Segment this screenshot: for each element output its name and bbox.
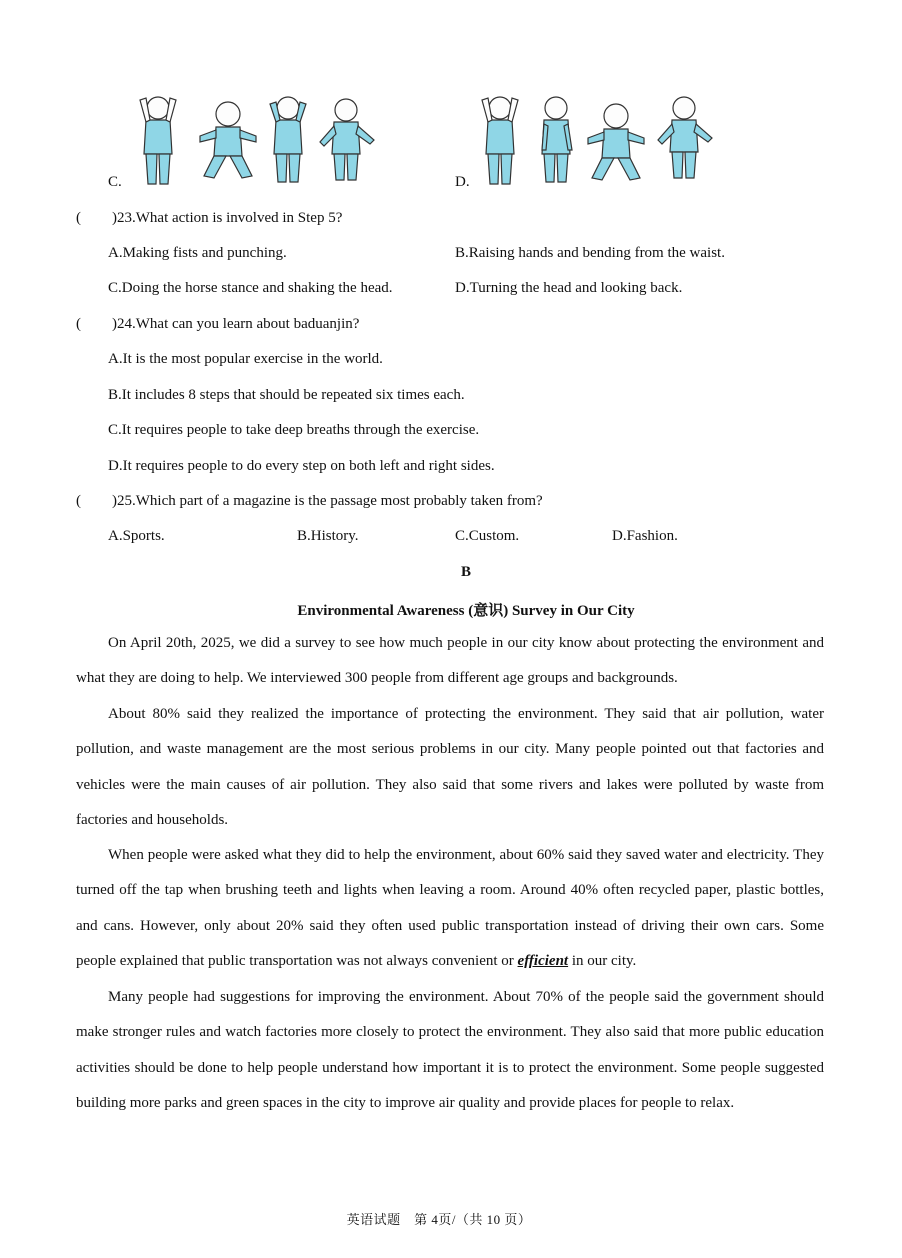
question-23: ( )23.What action is involved in Step 5? xyxy=(76,210,343,226)
figure-arms-raised xyxy=(482,97,518,184)
option-c: C.Custom. xyxy=(455,528,520,544)
option-a: A.Making fists and punching. xyxy=(108,245,287,261)
passage-title: Environmental Awareness (意识) Survey in Our City xyxy=(297,603,635,619)
question-text: 23.What action is involved in Step 5? xyxy=(117,210,343,226)
option-d: D.It requires people to do every step on both left and right sides. xyxy=(108,458,495,474)
exercise-figures-c xyxy=(128,92,388,190)
page-footer: 英语试题 第 4页/（共 10 页） xyxy=(346,1212,532,1227)
answer-blank[interactable]: ( xyxy=(76,493,81,509)
answer-blank[interactable]: ( xyxy=(76,210,81,226)
option-d: D.Turning the head and looking back. xyxy=(455,280,683,296)
paragraph-4: Many people had suggestions for improving the environment. About 70% of the people said the government should make stronger rules and watch factories more closely to protect the environment. They also said that more public education activities should be done to help people understand how important it is to protect the environment. Some people suggested building more parks and green spaces in the city to improve air quality and provide places for people to relax. xyxy=(76,989,824,1112)
question-24: ( )24.What can you learn about baduanjin? xyxy=(76,316,360,332)
question-text: 25.Which part of a magazine is the passage most probably taken from? xyxy=(117,493,543,509)
option-b: B.It includes 8 steps that should be repeated six times each. xyxy=(108,387,465,403)
paragraph-2: About 80% said they realized the importance of protecting the environment. They said that air pollution, water pollution, and waste management are the most serious problems in our city. Many people pointed out that factories and vehicles were the main causes of air pollution. They also said that some rivers and lakes were polluted by waste from factories and households. xyxy=(76,706,824,829)
exercise-figures-d xyxy=(476,92,736,190)
figure-arms-spread xyxy=(658,97,712,178)
option-b: B.Raising hands and bending from the waist. xyxy=(455,245,725,261)
paragraph-3: When people were asked what they did to help the environment, about 60% said they saved water and electricity. They turned off the tap when brushing teeth and lights when leaving a room. Around 40% often recycled paper, plastic bottles, and cans. However, only about 20% said they often used public transportation instead of driving their own cars. Some people explained that public transportation was not always convenient or efficient in our city. xyxy=(76,847,824,970)
answer-blank[interactable]: ( xyxy=(76,316,81,332)
option-a: A.It is the most popular exercise in the world. xyxy=(108,351,383,367)
question-25: ( )25.Which part of a magazine is the passage most probably taken from? xyxy=(76,493,543,509)
figure-turning-head xyxy=(542,97,572,182)
paragraph-1: On April 20th, 2025, we did a survey to see how much people in our city know about protecting the environment and what they are doing to help. We interviewed 300 people from different age groups and backgrounds. xyxy=(76,635,824,687)
question-text: 24.What can you learn about baduanjin? xyxy=(117,316,360,332)
option-c: C.It requires people to take deep breaths through the exercise. xyxy=(108,422,480,438)
option-d-label: D. xyxy=(455,174,470,190)
keyword-efficient: efficient xyxy=(517,953,569,970)
figure-horse-stance xyxy=(200,102,256,178)
section-letter: B xyxy=(460,564,471,580)
option-c-label: C. xyxy=(108,174,122,190)
figure-hands-up xyxy=(270,97,306,182)
option-a: A.Sports. xyxy=(108,528,165,544)
option-c: C.Doing the horse stance and shaking the head. xyxy=(108,280,393,296)
figure-arms-spread xyxy=(320,99,374,180)
option-b: B.History. xyxy=(297,528,359,544)
figure-horse-stance xyxy=(588,104,644,180)
option-d: D.Fashion. xyxy=(612,528,678,544)
figure-arms-raised xyxy=(140,97,176,184)
